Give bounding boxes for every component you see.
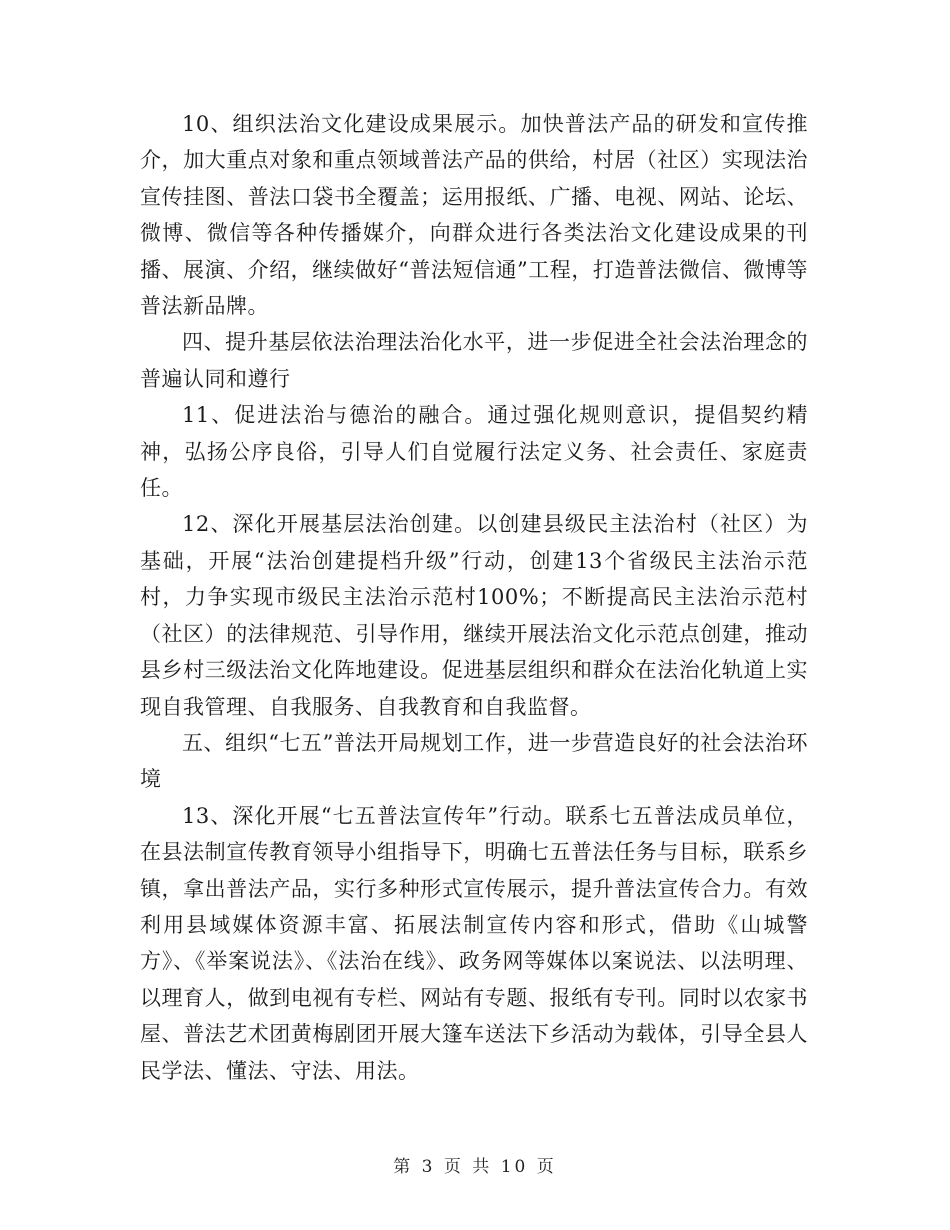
document-body <box>140 106 808 1089</box>
paragraph-item-10: 10、组织法治文化建设成果展示。加快普法产品的研发和宣传推介，加大重点对象和重点领域普法产品的供给，村居（社区）实现法治宣传挂图、普法口袋书全覆盖；运用报纸、广播、电视、网站、论坛、微博、微信等各种传播媒介，向群众进行各类法治文化建设成果的刊播、展演、介绍，继续做好“普法短信通”工程，打造普法微信、微博等普法新品牌。 <box>140 112 808 319</box>
section-heading-5: 五、组织“七五”普法开局规划工作，进一步营造良好的社会法治环境 <box>140 730 808 792</box>
paragraph-item-12: 12、深化开展基层法治创建。以创建县级民主法治村（社区）为基础，开展“法治创建提档升级”行动，创建13个省级民主法治示范村，力争实现市级民主法治示范村100%；不断提高民主法治示范村（社区）的法律规范、引导作用，继续开展法治文化示范点创建，推动县乡村三级法治文化阵地建设。促进基层组织和群众在法治化轨道上实现自我管理、自我服务、自我教育和自我监督。 <box>140 512 808 719</box>
paragraph-item-11: 11、促进法治与德治的融合。通过强化规则意识，提倡契约精神，弘扬公序良俗，引导人们自觉履行法定义务、社会责任、家庭责任。 <box>140 403 808 501</box>
paragraph-item-13: 13、深化开展“七五普法宣传年”行动。联系七五普法成员单位，在县法制宣传教育领导小组指导下，明确七五普法任务与目标，联系乡镇，拿出普法产品，实行多种形式宣传展示，提升普法宣传合力。有效利用县域媒体资源丰富、拓展法制宣传内容和形式，借助《山城警方》、《举案说法》、《法治在线》、政务网等媒体以案说法、以法明理、以理育人，做到电视有专栏、网站有专题、报纸有专刊。同时以农家书屋、普法艺术团黄梅剧团开展大篷车送法下乡活动为载体，引导全县人民学法、懂法、守法、用法。 <box>140 803 808 1083</box>
page-number-footer: 第 3 页 共 10 页 <box>393 1157 557 1177</box>
section-heading-4: 四、提升基层依法治理法治化水平，进一步促进全社会法治理念的普遍认同和遵行 <box>140 330 808 391</box>
